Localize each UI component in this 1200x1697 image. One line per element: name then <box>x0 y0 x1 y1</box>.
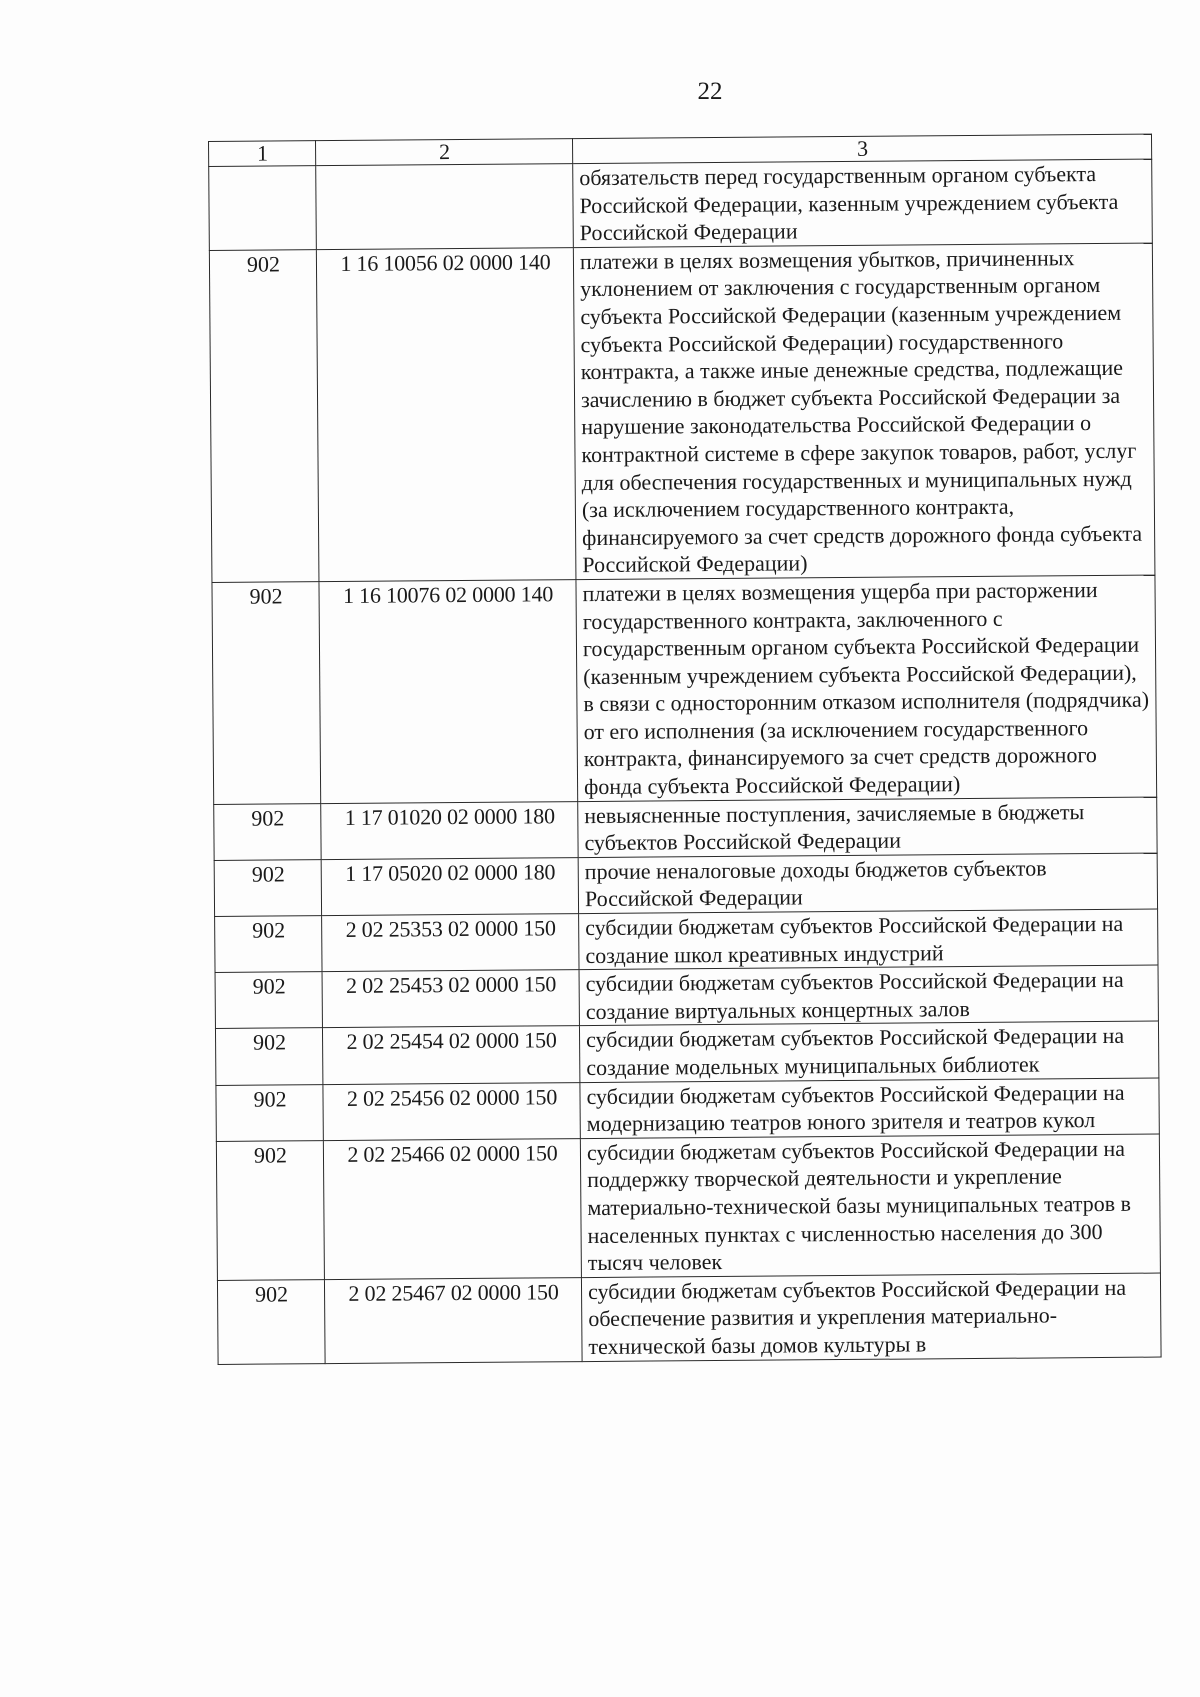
admin-code-cell: 902 <box>216 1140 324 1280</box>
admin-code-cell: 902 <box>215 972 322 1029</box>
budget-code-cell: 2 02 25466 02 0000 150 <box>323 1138 581 1279</box>
header-col-2: 2 <box>316 139 573 166</box>
admin-code-cell: 902 <box>216 1084 323 1141</box>
description-cell: платежи в целях возмещения ущерба при расторжении государственного контракта, заключенного с государственным органом субъекта Российской Федерации (казенным учреждением субъекта Российской Федерации), в связи с односторонним отказом исполнителя (подрядчика) от его исполнения (за исключением государственного контракта, финансируемого за счет средств дорожного фонда субъекта Российской Федерации) <box>576 575 1157 801</box>
table-row <box>214 853 1157 917</box>
budget-code-cell: 2 02 25456 02 0000 150 <box>323 1082 580 1140</box>
budget-codes-table <box>208 134 1162 1365</box>
description-cell: обязательств перед государственным органом субъекта Российской Федерации, казенным учреждением субъекта Российской Федерации <box>573 159 1153 247</box>
table-row <box>215 909 1158 973</box>
table-row <box>212 575 1157 804</box>
budget-code-cell: 1 16 10076 02 0000 140 <box>319 580 578 804</box>
budget-code-cell: 2 02 25353 02 0000 150 <box>322 914 579 972</box>
admin-code-cell: 902 <box>212 582 321 805</box>
description-cell: субсидии бюджетам субъектов Российской Федерации на обеспечение развития и укрепления материально-технической базы домов культуры в <box>581 1273 1161 1361</box>
budget-code-cell <box>316 164 574 250</box>
page-number: 22 <box>697 78 723 105</box>
table-row <box>216 1078 1159 1142</box>
budget-code-cell: 1 16 10056 02 0000 140 <box>316 247 576 581</box>
budget-code-cell: 1 17 05020 02 0000 180 <box>321 857 578 915</box>
header-col-3: 3 <box>572 134 1151 164</box>
description-cell: субсидии бюджетам субъектов Российской Федерации на поддержку творческой деятельности и укрепление материально-технической базы муниципальных театров в населенных пунктах с численностью населения до 300 тысяч человек <box>580 1134 1160 1278</box>
admin-code-cell: 902 <box>209 249 319 582</box>
admin-code-cell: 902 <box>214 859 321 916</box>
admin-code-cell: 902 <box>214 803 321 860</box>
description-cell: невыясненные поступления, зачисляемые в бюджеты субъектов Российской Федерации <box>578 797 1157 858</box>
budget-code-cell: 1 17 01020 02 0000 180 <box>321 801 578 859</box>
table-row <box>217 1273 1161 1364</box>
table-row <box>209 159 1153 250</box>
table-body <box>209 134 1162 1364</box>
budget-code-cell: 2 02 25467 02 0000 150 <box>324 1277 582 1363</box>
description-cell: субсидии бюджетам субъектов Российской Федерации на создание модельных муниципальных библиотек <box>579 1021 1158 1082</box>
admin-code-cell: 902 <box>215 1028 322 1085</box>
admin-code-cell: 902 <box>217 1279 325 1364</box>
description-cell: платежи в целях возмещения убытков, причиненных уклонением от заключения с государственным органом субъекта Российской Федерации (казенным учреждением субъекта Российской Федерации) государственного контракта, а также иные денежные средства, подлежащие зачислению в бюджет субъекта Российской Федерации за нарушение законодательства Российской Федерации о контрактной системе в сфере закупок товаров, работ, услуг для обеспечения государственных и муниципальных нужд (за исключением государственного контракта, финансируемого за счет средств дорожного фонда субъекта Российской Федерации) <box>573 243 1155 580</box>
admin-code-cell <box>209 166 317 251</box>
table-row <box>215 1021 1158 1085</box>
table-row <box>215 965 1158 1029</box>
admin-code-cell: 902 <box>215 916 322 973</box>
budget-code-cell: 2 02 25453 02 0000 150 <box>322 970 579 1028</box>
table-row <box>216 1134 1160 1280</box>
table-row <box>214 797 1157 861</box>
budget-code-cell: 2 02 25454 02 0000 150 <box>322 1026 579 1084</box>
description-cell: субсидии бюджетам субъектов Российской Федерации на модернизацию театров юного зрителя и театров кукол <box>580 1078 1159 1139</box>
header-col-1: 1 <box>209 141 316 167</box>
table-row <box>209 243 1155 583</box>
description-cell: субсидии бюджетам субъектов Российской Федерации на создание школ креативных индустрий <box>579 909 1158 970</box>
description-cell: субсидии бюджетам субъектов Российской Федерации на создание виртуальных концертных залов <box>579 965 1158 1026</box>
description-cell: прочие неналоговые доходы бюджетов субъектов Российской Федерации <box>578 853 1157 914</box>
